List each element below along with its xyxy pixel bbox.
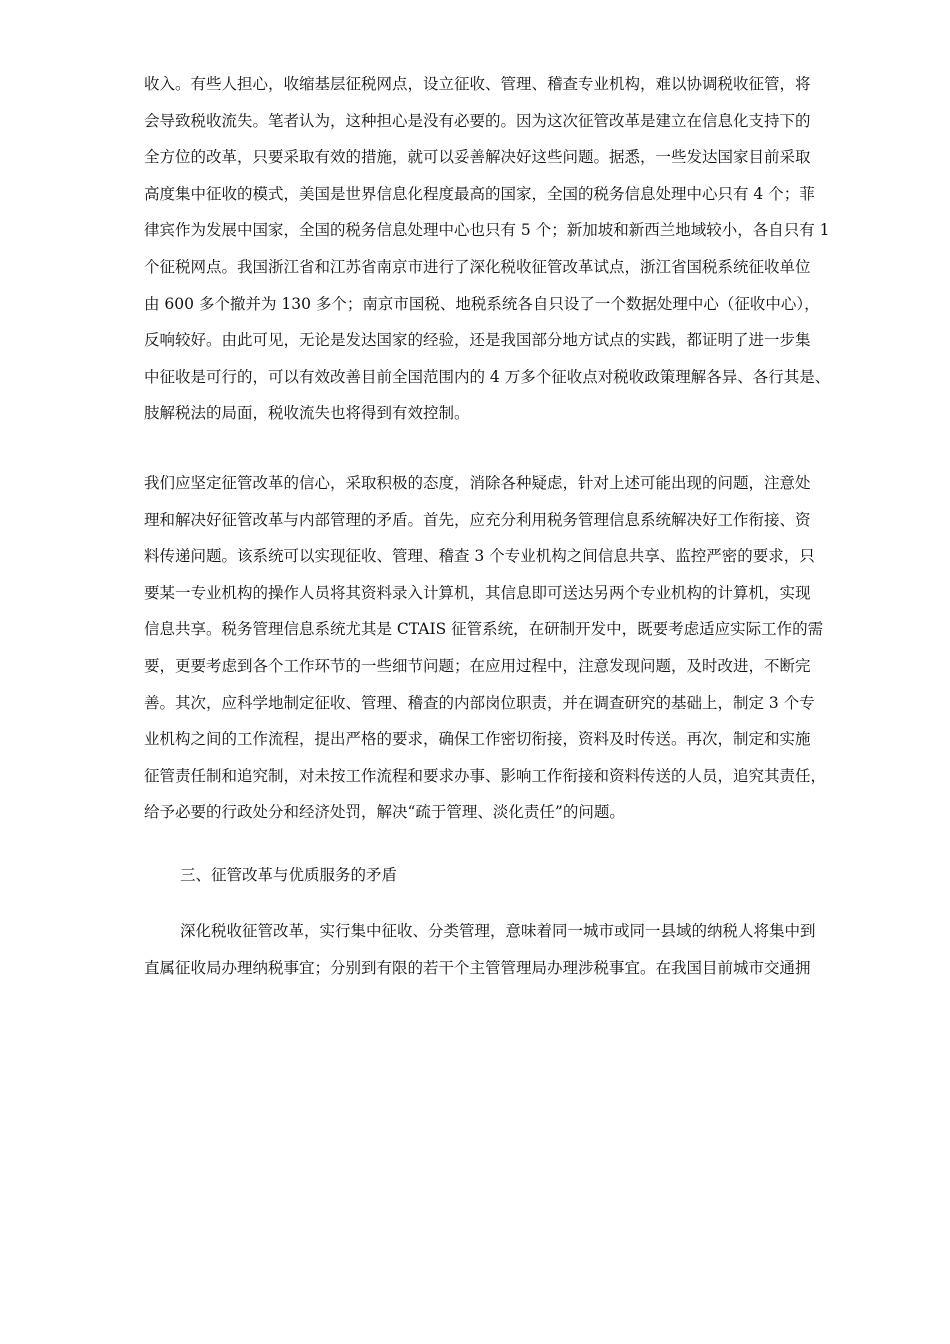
text-line: 直属征收局办理纳税事宜；分别到有限的若干个主管管理局办理涉税事宜。在我国目前城市交通拥: [144, 959, 811, 978]
text-line: 高度集中征收的模式，美国是世界信息化程度最高的国家，全国的税务信息处理中心只有 4 个；菲: [144, 184, 815, 203]
text-line: 由 600 多个撤并为 130 多个；南京市国税、地税系统各自只设了一个数据处理中心（征收中心），: [144, 294, 820, 313]
text-line: 要某一专业机构的操作人员将其资料录入计算机，其信息即可送达另两个专业机构的计算机，实现: [144, 583, 811, 602]
text-line: 中征收是可行的，可以有效改善目前全国范围内的 4 万多个征收点对税收政策理解各异、各行其是、: [144, 367, 831, 386]
paragraph-spacer: [144, 893, 884, 913]
paragraph-spacer: [144, 831, 884, 857]
document-body: [144, 66, 884, 987]
text-line: 业机构之间的工作流程，提出严格的要求，确保工作密切衔接，资料及时传送。再次，制定和实施: [144, 730, 811, 749]
text-line: 会导致税收流失。笔者认为，这种担心是没有必要的。因为这次征管改革是建立在信息化支持下的: [144, 111, 811, 130]
text-line: 我们应坚定征管改革的信心，采取积极的态度，消除各种疑虑，针对上述可能出现的问题，注意处: [144, 473, 811, 492]
text-line: 全方位的改革，只要采取有效的措施，就可以妥善解决好这些问题。据悉，一些发达国家目前采取: [144, 148, 811, 167]
paragraph-1: [144, 66, 884, 432]
text-line: 肢解税法的局面，税收流失也将得到有效控制。: [144, 404, 470, 423]
text-line: 善。其次，应科学地制定征收、管理、稽查的内部岗位职责，并在调查研究的基础上，制定 3 个专: [144, 693, 815, 712]
text-line: 理和解决好征管改革与内部管理的矛盾。首先，应充分利用税务管理信息系统解决好工作衔接、资: [144, 510, 811, 529]
text-line: 律宾作为发展中国家，全国的税务信息处理中心也只有 5 个；新加坡和新西兰地域较小，各自只有 1: [144, 221, 830, 240]
paragraph-2: [144, 465, 884, 831]
text-line: 要，更要考虑到各个工作环节的一些细节问题；在应用过程中，注意发现问题，及时改进，不断完: [144, 656, 811, 675]
text-line: 反响较好。由此可见，无论是发达国家的经验，还是我国部分地方试点的实践，都证明了进一步集: [144, 331, 811, 350]
text-line: 给予必要的行政处分和经济处罚，解决“疏于管理、淡化责任”的问题。: [144, 803, 625, 822]
text-line: 信息共享。税务管理信息系统尤其是 CTAIS 征管系统，在研制开发中，既要考虑适应实际工作的需: [144, 620, 824, 639]
text-line: 征管责任制和追究制，对未按工作流程和要求办事、影响工作衔接和资料传送的人员，追究其责任，: [144, 766, 827, 785]
section-heading: 三、征管改革与优质服务的矛盾: [180, 865, 398, 884]
text-line: 个征税网点。我国浙江省和江苏省南京市进行了深化税收征管改革试点，浙江省国税系统征收单位: [144, 257, 811, 276]
paragraph-spacer: [144, 432, 884, 465]
text-line: 料传递问题。该系统可以实现征收、管理、稽查 3 个专业机构之间信息共享、监控严密的要求，只: [144, 547, 815, 566]
text-line: 深化税收征管改革，实行集中征收、分类管理，意味着同一城市或同一县域的纳税人将集中到: [180, 922, 816, 941]
text-line: 收入。有些人担心，收缩基层征税网点，设立征收、管理、稽查专业机构，难以协调税收征管，将: [144, 75, 811, 93]
paragraph-3: [144, 913, 884, 986]
